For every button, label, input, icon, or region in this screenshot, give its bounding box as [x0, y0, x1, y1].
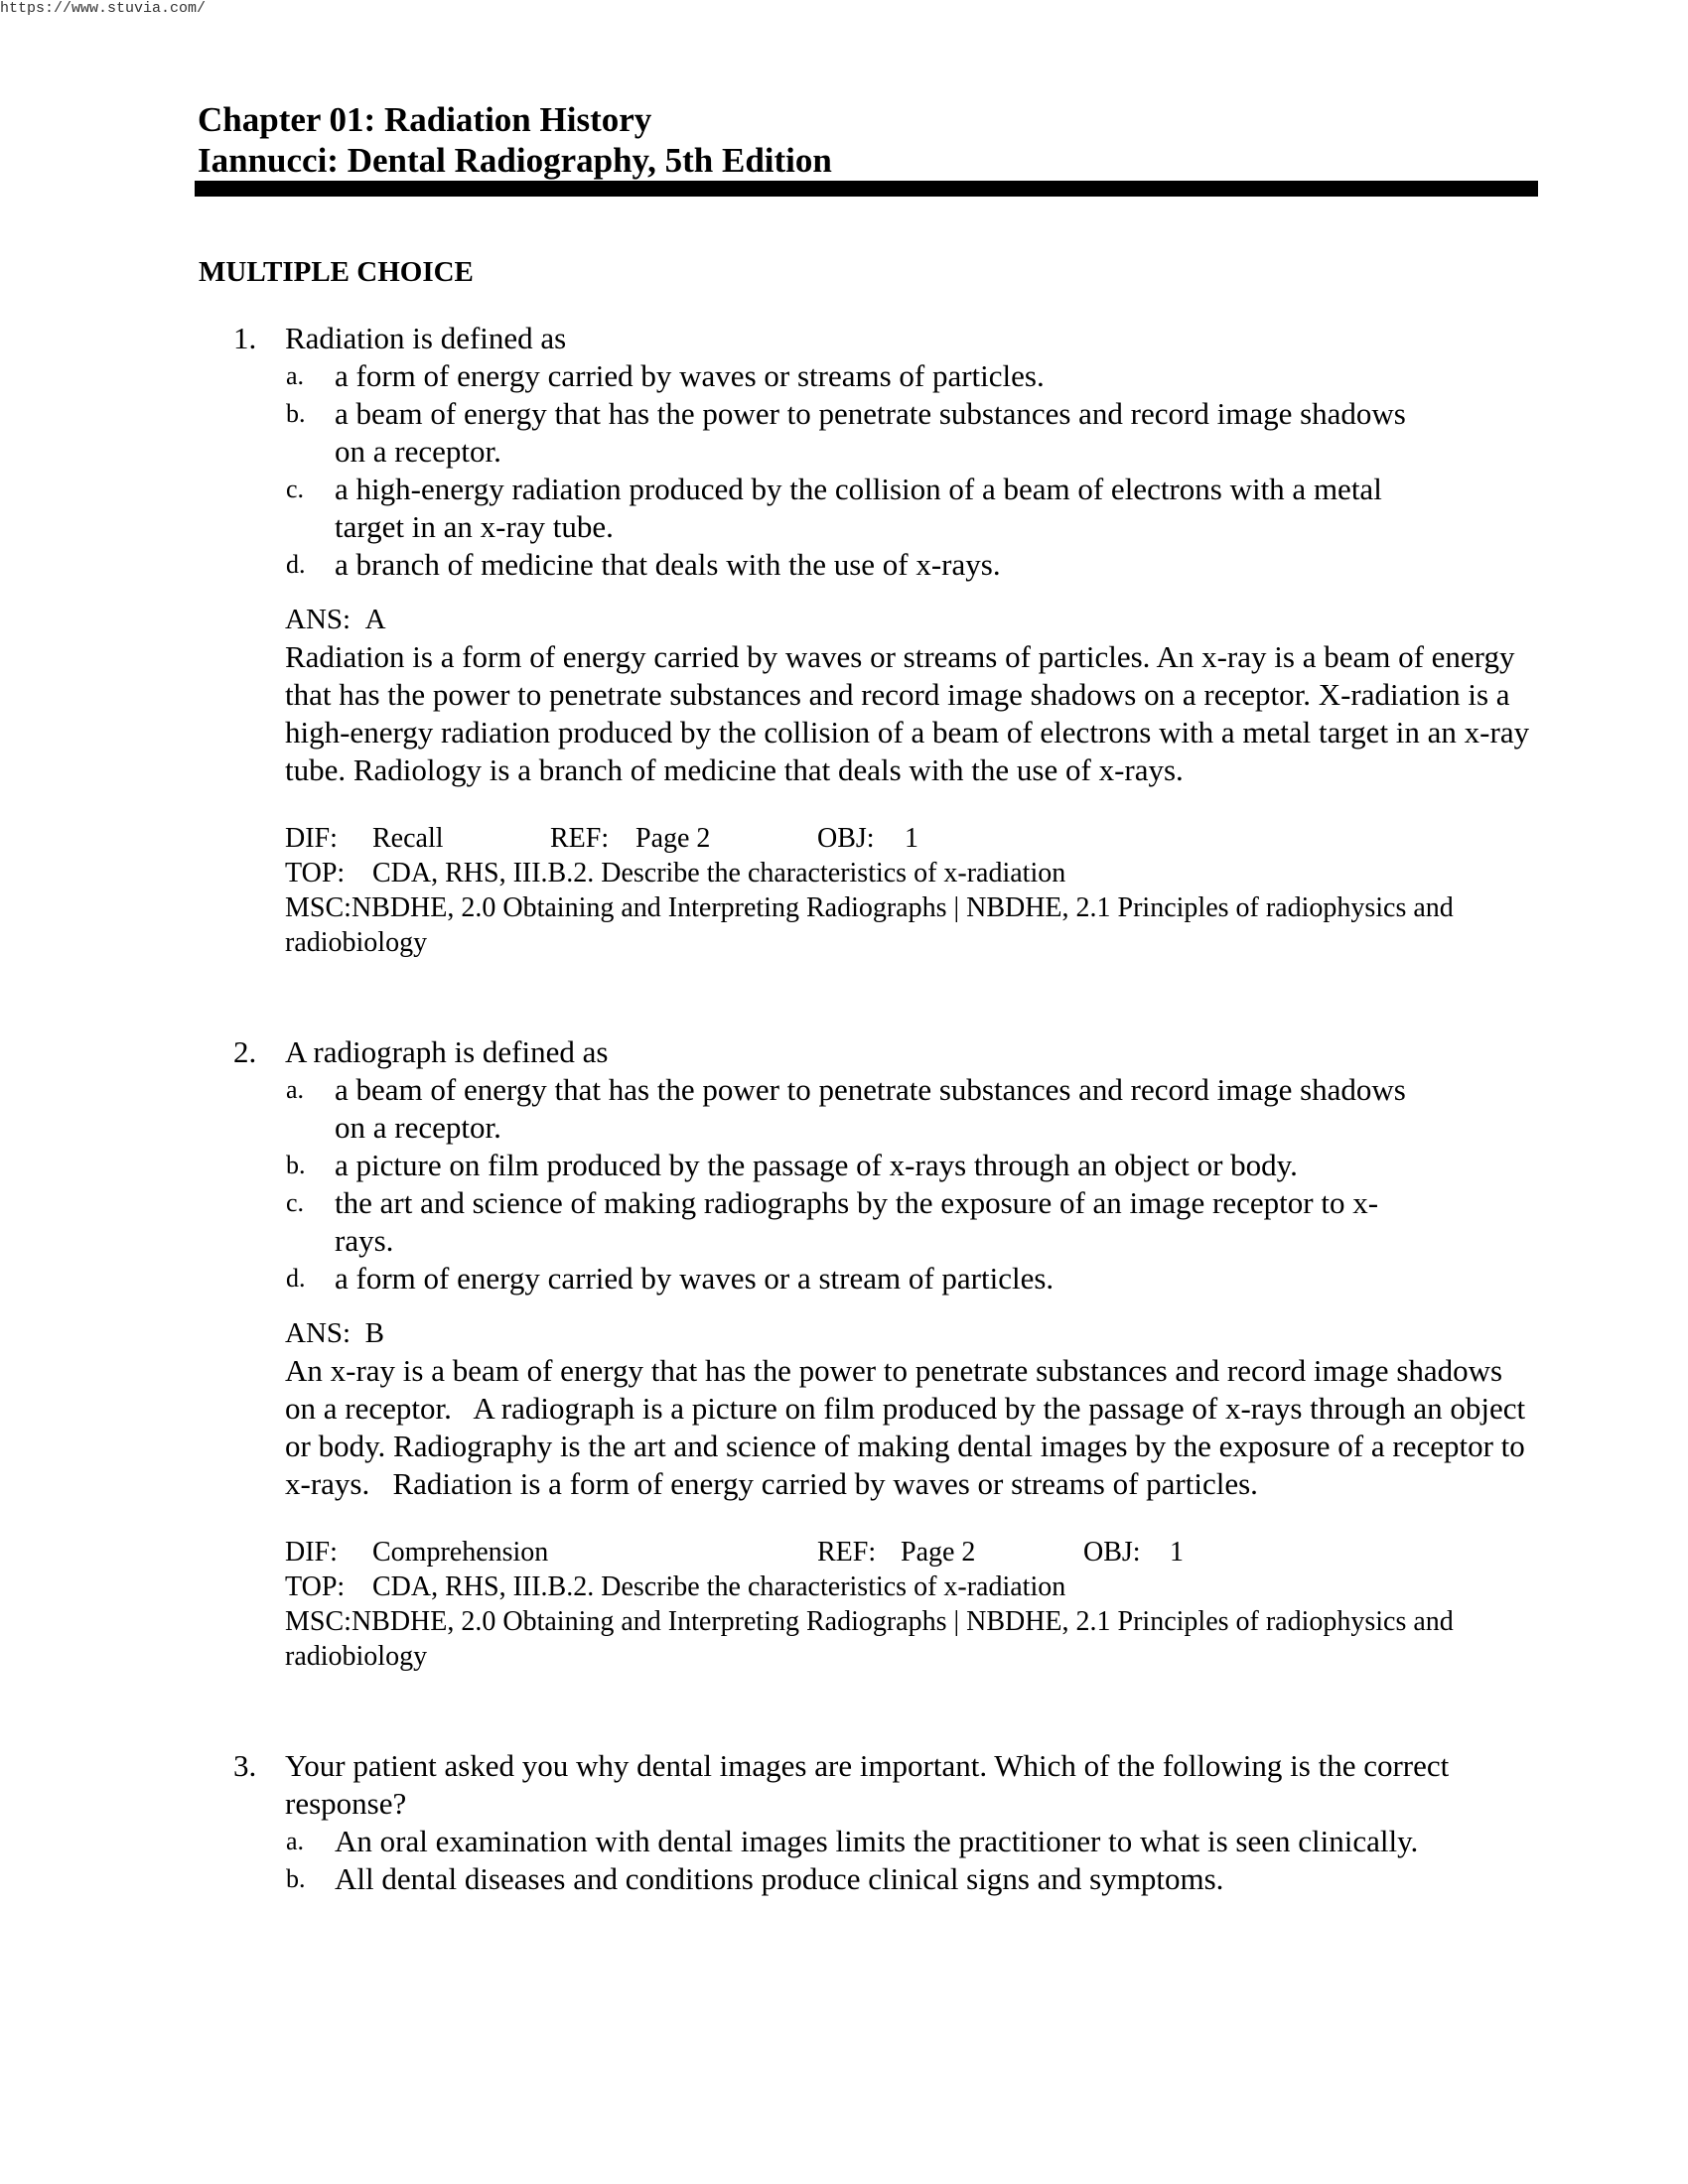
- msc-value: NBDHE, 2.0 Obtaining and Interpreting Radiographs | NBDHE, 2.1 Principles of radiophysics and radiobiology: [285, 1606, 1454, 1672]
- choice-letter: a.: [286, 1075, 305, 1104]
- top-value: CDA, RHS, III.B.2. Describe the characteristics of x-radiation: [372, 1571, 1066, 1602]
- question-text: A radiograph is defined as: [285, 1034, 609, 1069]
- choice-text: a form of energy carried by waves or a stream of particles.: [335, 1261, 1055, 1296]
- top-label: TOP:: [285, 1571, 346, 1602]
- question-number: 1.: [233, 321, 257, 355]
- obj-label: OBJ:: [1083, 1537, 1141, 1568]
- choice-d: [286, 546, 1427, 584]
- ref-value: Page 2: [635, 823, 711, 854]
- choice-letter: a.: [286, 361, 305, 390]
- question-1: [0, 320, 1688, 960]
- answer-value: B: [364, 1317, 384, 1349]
- question-number: 2.: [233, 1034, 257, 1069]
- choice-a: [286, 1071, 1427, 1147]
- choice-letter: c.: [286, 1188, 305, 1217]
- answer-rationale: An x-ray is a beam of energy that has the power to penetrate substances and record image shadows on a receptor. A radiograph is a picture on film produced by the passage of x-rays through an object or body. Radiography is the art and science of making dental images by the exposure of a receptor to x-rays. Radiation is a form of energy carried by waves or streams of particles.: [285, 1353, 1533, 1501]
- choice-text: a form of energy carried by waves or streams of particles.: [335, 358, 1045, 393]
- book-title: Iannucci: Dental Radiography, 5th Edition: [198, 141, 832, 180]
- top-value: CDA, RHS, III.B.2. Describe the characteristics of x-radiation: [372, 858, 1066, 888]
- ref-label: REF:: [817, 1537, 877, 1568]
- choice-a: [286, 357, 1427, 395]
- choice-text: a high-energy radiation produced by the collision of a beam of electrons with a metal target in an x-ray tube.: [335, 472, 1382, 544]
- question-2: [0, 1033, 1688, 1674]
- msc-value: NBDHE, 2.0 Obtaining and Interpreting Radiographs | NBDHE, 2.1 Principles of radiophysics and radiobiology: [285, 892, 1454, 958]
- answer-key: [285, 601, 1688, 638]
- question-text: Radiation is defined as: [285, 321, 567, 355]
- choice-letter: c.: [286, 475, 305, 503]
- dif-value: Comprehension: [372, 1537, 549, 1568]
- question-stem: [233, 320, 1536, 357]
- choice-list: [286, 1071, 1427, 1297]
- answer-label: ANS:: [285, 604, 352, 635]
- dif-label: DIF:: [285, 1537, 338, 1568]
- question-metadata: [285, 821, 1538, 960]
- msc-label: MSC:: [285, 892, 352, 923]
- answer-rationale: Radiation is a form of energy carried by waves or streams of particles. An x-ray is a beam of energy that has the power to penetrate substances and record image shadows on a receptor. X-radiation is a high-energy radiation produced by the collision of a beam of electrons with a metal target in an x-ray tube. Radiology is a branch of medicine that deals with the use of x-rays.: [285, 639, 1530, 787]
- choice-list: [286, 357, 1427, 584]
- page-title: [198, 99, 832, 181]
- msc-label: MSC:: [285, 1606, 352, 1637]
- choice-text: the art and science of making radiographs by the exposure of an image receptor to x-rays.: [335, 1185, 1379, 1258]
- obj-label: OBJ:: [817, 823, 875, 854]
- choice-c: [286, 1184, 1427, 1260]
- dif-value: Recall: [372, 823, 444, 854]
- choice-a: [286, 1823, 1427, 1860]
- choice-text: a beam of energy that has the power to penetrate substances and record image shadows on a receptor.: [335, 396, 1406, 469]
- dif-label: DIF:: [285, 823, 338, 854]
- chapter-title: Chapter 01: Radiation History: [198, 100, 652, 139]
- question-text: Your patient asked you why dental images are important. Which of the following is the correct response?: [285, 1748, 1450, 1821]
- choice-letter: d.: [286, 1264, 306, 1293]
- answer-label: ANS:: [285, 1317, 352, 1349]
- top-line: [285, 1570, 1538, 1604]
- dif-ref-obj-line: [285, 821, 1538, 856]
- question-stem: [233, 1747, 1536, 1823]
- choice-b: [286, 1147, 1427, 1184]
- msc-line: [285, 1604, 1538, 1674]
- choice-letter: b.: [286, 399, 306, 428]
- obj-value: 1: [1170, 1537, 1184, 1568]
- choice-text: a picture on film produced by the passage of x-rays through an object or body.: [335, 1148, 1298, 1182]
- top-label: TOP:: [285, 858, 346, 888]
- choice-letter: b.: [286, 1864, 306, 1893]
- msc-line: [285, 890, 1538, 960]
- choice-text: a beam of energy that has the power to penetrate substances and record image shadows on a receptor.: [335, 1072, 1406, 1145]
- source-url: https://www.stuvia.com/: [0, 0, 207, 17]
- obj-value: 1: [905, 823, 918, 854]
- choice-text: All dental diseases and conditions produce clinical signs and symptoms.: [335, 1861, 1224, 1896]
- ref-value: Page 2: [901, 1537, 976, 1568]
- question-number: 3.: [233, 1748, 257, 1783]
- choice-letter: d.: [286, 550, 306, 579]
- choice-text: a branch of medicine that deals with the use of x-rays.: [335, 547, 1001, 582]
- choice-b: [286, 395, 1427, 471]
- choice-b: [286, 1860, 1427, 1898]
- section-heading: MULTIPLE CHOICE: [199, 256, 474, 288]
- choice-d: [286, 1260, 1427, 1297]
- choice-c: [286, 471, 1427, 546]
- title-divider: [195, 181, 1538, 197]
- answer-key: [285, 1314, 1688, 1352]
- choice-letter: b.: [286, 1151, 306, 1179]
- question-metadata: [285, 1535, 1538, 1674]
- dif-ref-obj-line: [285, 1535, 1538, 1570]
- question-3: [0, 1747, 1688, 1898]
- choice-text: An oral examination with dental images limits the practitioner to what is seen clinically.: [335, 1824, 1419, 1858]
- choice-list: [286, 1823, 1427, 1898]
- question-stem: [233, 1033, 1536, 1071]
- ref-label: REF:: [550, 823, 610, 854]
- answer-value: A: [364, 604, 386, 635]
- top-line: [285, 856, 1538, 890]
- choice-letter: a.: [286, 1827, 305, 1855]
